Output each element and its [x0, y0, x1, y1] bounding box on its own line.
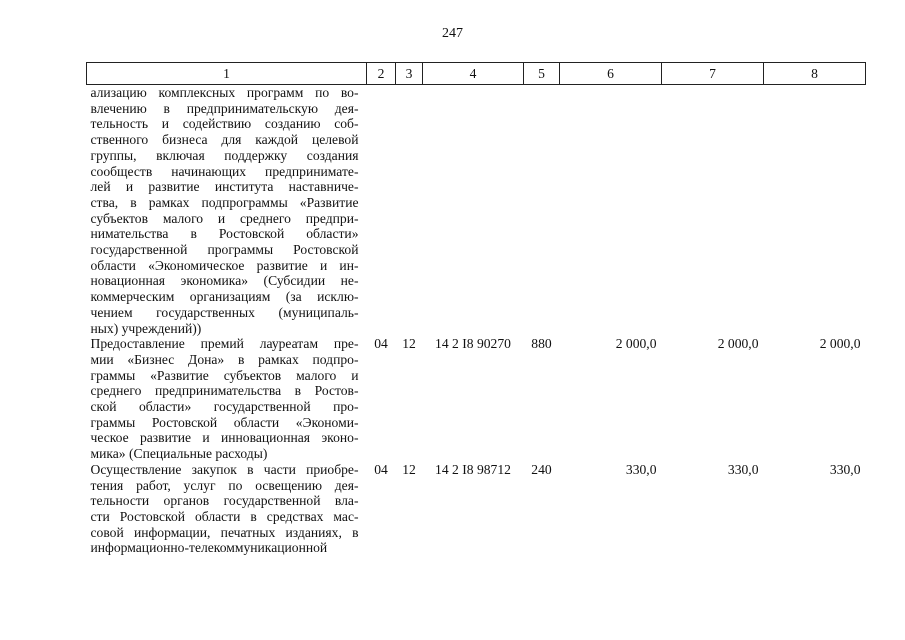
row-description	[87, 85, 367, 337]
description-line: ных) учреждений))	[90, 320, 202, 336]
description-line: ческое развитие и инновационная эконо-	[90, 430, 359, 446]
description-line: нимательства в Ростовской области»	[90, 226, 359, 242]
description-line: влечению в предпринимательскую дея-	[90, 100, 359, 116]
page-number: 247	[442, 26, 463, 41]
description-line: новационная экономика» (Субсидии не-	[90, 273, 359, 289]
column-header-7: 7	[662, 63, 764, 85]
description-line: мии «Бизнес Дона» в рамках подпро-	[90, 351, 359, 367]
expense-type-code: 240	[531, 461, 552, 477]
description-line: коммерческим организациям (за исклю-	[90, 289, 359, 305]
table-header-row	[87, 63, 866, 85]
amount-year-1: 2 000,0	[615, 336, 657, 352]
description-line: чением государственных (муниципаль-	[90, 304, 359, 320]
description-line: ской области» государственной про-	[90, 399, 359, 415]
target-article-code	[423, 85, 524, 337]
description-line: Осуществление закупок в части приобре-	[90, 461, 359, 477]
table-row	[87, 336, 866, 462]
column-header-6: 6	[560, 63, 662, 85]
column-header-5: 5	[524, 63, 560, 85]
expense-type-code: 880	[531, 336, 552, 352]
section-code	[367, 85, 396, 337]
table-row	[87, 85, 866, 337]
row-description	[87, 336, 367, 462]
description-line: граммы «Развитие субъектов малого и	[90, 367, 359, 383]
description-line: среднего предпринимательства в Ростов-	[90, 383, 359, 399]
amount-year-1	[560, 85, 662, 337]
description-line: сообществ начинающих предпринимате-	[90, 163, 359, 179]
column-header-3: 3	[396, 63, 423, 85]
column-header-1: 1	[87, 63, 367, 85]
amount-year-3	[764, 85, 866, 337]
description-line: области «Экономическое развитие и ин-	[90, 257, 359, 273]
description-line: группы, включая поддержку создания	[90, 147, 359, 163]
table-header	[87, 63, 866, 85]
description-line: информационно-телекоммуникационной	[90, 540, 328, 556]
amount-year-3: 2 000,0	[819, 336, 861, 352]
table-body	[87, 85, 866, 557]
column-header-4: 4	[423, 63, 524, 85]
section-code: 04	[374, 461, 388, 477]
budget-table	[86, 62, 866, 556]
amount-year-2: 2 000,0	[717, 336, 759, 352]
description-line: мика» (Специальные расходы)	[90, 446, 268, 462]
description-line: государственной программы Ростовской	[90, 242, 359, 258]
table-row	[87, 462, 866, 556]
description-line: ственного бизнеса для каждой целевой	[90, 132, 359, 148]
description-line: совой информации, печатных изданиях, в	[90, 524, 359, 540]
description-line: граммы Ростовской области «Экономи-	[90, 414, 359, 430]
description-line: сти Ростовской области в средствах мас-	[90, 508, 359, 524]
expense-type-code	[524, 85, 560, 337]
subsection-code	[396, 85, 423, 337]
description-line: ства, в рамках подпрограммы «Развитие	[90, 194, 359, 210]
description-line: ализацию комплексных программ по во-	[90, 85, 359, 100]
row-description	[87, 462, 367, 556]
amount-year-3: 330,0	[829, 461, 861, 477]
amount-year-1: 330,0	[625, 461, 657, 477]
target-article-code: 14 2 I8 98712	[435, 461, 511, 477]
subsection-code: 12	[402, 336, 416, 352]
section-code: 04	[374, 336, 388, 352]
description-line: Предоставление премий лауреатам пре-	[90, 336, 359, 352]
amount-year-2: 330,0	[727, 461, 759, 477]
column-header-8: 8	[764, 63, 866, 85]
description-line: тельность и содействию созданию соб-	[90, 116, 359, 132]
target-article-code: 14 2 I8 90270	[435, 336, 511, 352]
description-line: лей и развитие института наставниче-	[90, 179, 359, 195]
description-line: субъектов малого и среднего предпри-	[90, 210, 359, 226]
column-header-2: 2	[367, 63, 396, 85]
amount-year-2	[662, 85, 764, 337]
subsection-code: 12	[402, 461, 416, 477]
description-line: тельности органов государственной вла-	[90, 493, 359, 509]
description-line: тения работ, услуг по освещению дея-	[90, 477, 359, 493]
